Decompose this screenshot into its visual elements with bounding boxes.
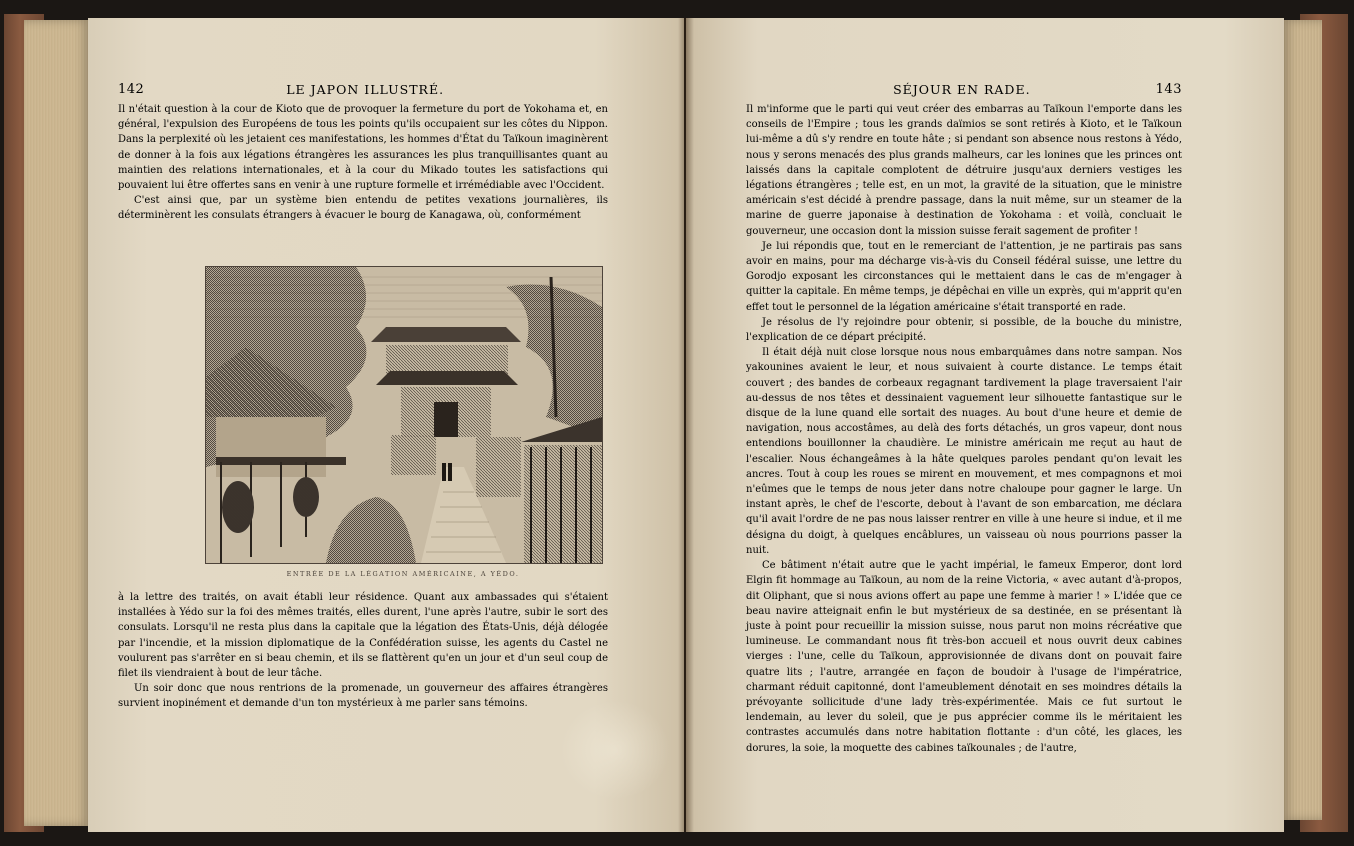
paragraph: Je résolus de l'y rejoindre pour obtenir, si possible, de la bouche du ministre, l'explication de ce départ précipité. bbox=[746, 316, 1182, 344]
left-running-head bbox=[118, 81, 608, 97]
paragraph: Il n'était question à la cour de Kioto que de provoquer la fermeture du port de Yokohama et, en général, l'expulsion des Européens de tous les points qu'ils occupaient sur les côtes du Nippon. Dans la perplexité où les jetaient ces manifestations, les hommes d'État du Taïkoun imaginèrent de donner à la fois aux légations étrangères les assurances les plus tranquillisantes quant au maintien des relations internationales, et à la cour du Mikado toutes les satisfactions qui pouvaient lui être offertes sans en venir à une rupture formelle et irrémédiable avec l'Occident. bbox=[118, 104, 608, 192]
right-running-head bbox=[746, 81, 1182, 97]
left-text-top bbox=[118, 102, 608, 262]
page-stain bbox=[560, 700, 670, 800]
left-running-title: LE JAPON ILLUSTRÉ. bbox=[286, 81, 445, 97]
right-text bbox=[746, 102, 1182, 754]
left-page-number: 142 bbox=[118, 81, 145, 97]
paragraph: C'est ainsi que, par un système bien entendu de petites vexations journalières, ils déterminèrent les consulats étrangers à évacuer le bourg de Kanagawa, où, conformément bbox=[118, 195, 608, 222]
engraving-illustration bbox=[205, 266, 603, 564]
paragraph: à la lettre des traités, on avait établi leur résidence. Quant aux ambassades qui s'étaient installées à Yédo sur la foi des mêmes traités, elles durent, l'une après l'autre, subir le sort des consulats. Lorsqu'il ne resta plus dans la capitale que la légation des États-Unis, déjà délogée par l'incendie, et la mission diplomatique de la Confédération suisse, les agents du Castel ne voulurent pas s'arrêter en si beau chemin, et ils se flattèrent qu'en un jour et d'un seul coup de filet ils viendraient à bout de leur tâche. bbox=[118, 592, 608, 680]
left-text-bottom bbox=[118, 590, 608, 730]
paragraph: Il m'informe que le parti qui veut créer des embarras au Taïkoun l'emporte dans les conseils de l'Empire ; tous les grands daïmios se sont retirés à Kioto, et le Taïkoun lui-même a dû s'y rendre en toute hâte ; si pendant son absence nous restons à Yédo, nous y serons menacés des plus grands malheurs, car les lonines que les princes ont laissés dans la capitale complotent de détruire jusqu'aux derniers vestiges les légations étrangères ; telle est, en un mot, la gravité de la situation, que le ministre américain s'est décidé à prendre passage, dans la nuit même, sur un steamer de la marine de guerre japonaise à destination de Yokohama : et voilà, concluait le gouverneur, une occasion dont la mission suisse ferait sagement de profiter ! bbox=[746, 104, 1182, 237]
illustration-caption: ENTRÉE DE LA LÉGATION AMÉRICAINE, A YÉDO. bbox=[286, 570, 520, 578]
right-running-title: SÉJOUR EN RADE. bbox=[893, 81, 1031, 97]
right-page-number: 143 bbox=[1155, 81, 1182, 97]
book-gutter bbox=[678, 18, 694, 832]
paragraph: Il était déjà nuit close lorsque nous nous embarquâmes dans notre sampan. Nos yakounines avaient le leur, et nous suivaient à courte distance. Le temps était couvert ; des bandes de corbeaux regagnant tardivement la plage traversaient l'air au-dessus de nos têtes et dessinaient vaguement leur silhouette fantastique sur le disque de la lune quand elle sortait des nuages. Au bout d'une heure et demie de navigation, nous accostâmes, au delà des forts détachés, un gros vapeur, dont nous entendions bouillonner la chaudière. Le ministre américain me reçut au haut de l'escalier. Nous échangeâmes à la hâte quelques paroles pendant qu'on levait les ancres. Tout à coup les roues se mirent en mouvement, et mes compagnons et moi n'eûmes que le temps de nous jeter dans notre chaloupe pour gagner le large. Un instant après, le chef de l'escorte, debout à l'avant de son embarcation, me déclara qu'il avait l'ordre de ne pas nous laisser rentrer en ville à une heure si indue, et il me désigna du doigt, à quelques encâblures, un vaisseau où nous pourrions passer la nuit. bbox=[746, 347, 1182, 556]
paragraph: Un soir donc que nous rentrions de la promenade, un gouverneur des affaires étrangères survient inopinément et demande d'un ton mystérieux à me parler sans témoins. bbox=[118, 683, 608, 710]
paragraph: Ce bâtiment n'était autre que le yacht impérial, le fameux Emperor, dont lord Elgin fit hommage au Taïkoun, au nom de la reine Victoria, « avec autant d'à-propos, dit Oliphant, que si nous avions offert au pape une femme à marier ! » L'idée que ce beau navire atteignait enfin le but mystérieux de sa destinée, en se présentant là juste à point pour recueillir la mission suisse, nous parut non moins récréative que lumineuse. Le commandant nous fit très-bon accueil et nous ouvrit deux cabines vierges : l'une, celle du Taïkoun, approvisionnée de divans dont on pouvait faire quatre lits ; l'autre, arrangée en façon de boudoir à l'usage de l'impératrice, charmant réduit capitonné, dont l'ameublement dénotait en ses moindres détails la prévoyante sollicitude d'une lady très-expérimentée. Mais ce fut surtout le lendemain, au lever du soleil, que je pus apprécier comme ils le méritaient les contrastes accumulés dans notre habitation flottante : d'un côté, les glaces, les dorures, la soie, la moquette des cabines taïkounales ; de l'autre, bbox=[746, 560, 1182, 754]
paragraph: Je lui répondis que, tout en le remerciant de l'attention, je ne partirais pas sans avoir en mains, pour ma décharge vis-à-vis du Conseil fédéral suisse, une lettre du Gorodjo exposant les circonstances qui le mettaient dans le cas de m'engager à quitter la capitale. En même temps, je dépêchai en ville un exprès, qui m'apprit qu'en effet tout le personnel de la légation américaine s'était transporté en rade. bbox=[746, 240, 1182, 313]
engraving-drawing bbox=[206, 267, 602, 563]
page-edges-right bbox=[1282, 20, 1322, 820]
page-edges-left bbox=[24, 20, 90, 826]
